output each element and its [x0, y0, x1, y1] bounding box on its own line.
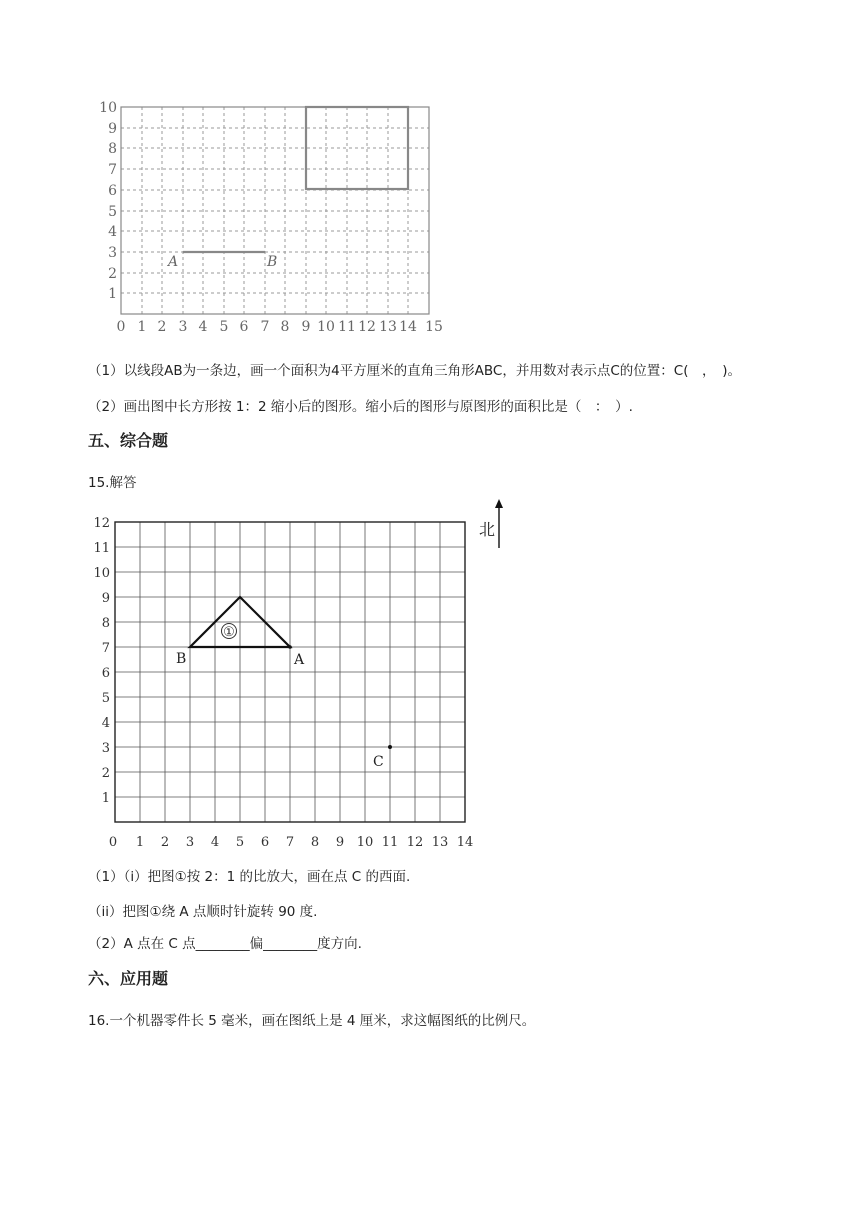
x-tick-label: 7 — [260, 319, 270, 335]
y-tick-label: 9 — [101, 591, 110, 606]
y-tick-label: 8 — [101, 616, 110, 631]
grid-2-lines — [115, 522, 465, 822]
y-tick-label: 7 — [108, 162, 117, 178]
grid-figure-1 — [0, 0, 860, 345]
x-tick-label: 11 — [381, 835, 399, 850]
q15-part2: （2）A 点在 C 点________偏________度方向. — [88, 936, 362, 952]
y-tick-label: 3 — [101, 741, 110, 756]
y-tick-label: 8 — [108, 141, 117, 157]
point-c-label: C — [373, 754, 384, 770]
x-tick-label: 8 — [310, 835, 320, 850]
q15-label: 15.解答 — [88, 475, 137, 491]
q14-part2: （2）画出图中长方形按 1：2 缩小后的图形。缩小后的图形与原图形的面积比是（ ： ）. — [88, 399, 633, 415]
section-6-title: 六、应用题 — [88, 969, 169, 988]
x-tick-label: 7 — [285, 835, 295, 850]
x-tick-label: 6 — [260, 835, 270, 850]
x-tick-label: 2 — [157, 319, 167, 335]
x-tick-label: 2 — [160, 835, 170, 850]
x-tick-label: 10 — [356, 835, 374, 850]
north-label: 北 — [479, 520, 496, 539]
x-tick-label: 6 — [239, 319, 249, 335]
x-tick-label: 1 — [137, 319, 147, 335]
y-tick-label: 4 — [108, 224, 117, 240]
y-tick-label: 10 — [93, 566, 110, 581]
y-tick-label: 1 — [101, 791, 110, 806]
x-tick-label: 3 — [185, 835, 195, 850]
grid-figure-2 — [0, 490, 860, 855]
x-tick-label: 4 — [210, 835, 220, 850]
y-tick-label: 5 — [108, 204, 117, 220]
point-c-dot — [388, 745, 392, 749]
y-tick-label: 12 — [93, 516, 110, 531]
grid-1-dashed-lines — [121, 107, 429, 314]
point-a-dot — [288, 645, 292, 649]
x-tick-label: 1 — [135, 835, 145, 850]
y-tick-label: 2 — [101, 766, 110, 781]
x-tick-label: 4 — [198, 319, 208, 335]
point-a-label: A — [168, 254, 179, 270]
x-tick-label: 15 — [425, 319, 443, 335]
point-a-label: A — [294, 652, 305, 668]
x-tick-label: 0 — [108, 835, 118, 850]
x-tick-label: 13 — [379, 319, 397, 335]
y-tick-label: 1 — [108, 286, 117, 302]
north-arrow-icon — [495, 499, 503, 548]
triangle-label: ① — [223, 625, 235, 640]
x-tick-label: 0 — [116, 319, 126, 335]
q15-part1-ii: （ii）把图①绕 A 点顺时针旋转 90 度. — [88, 904, 318, 920]
q15-part1-i: （1）（i）把图①按 2：1 的比放大，画在点 C 的西面. — [88, 869, 411, 885]
y-tick-label: 7 — [101, 641, 110, 656]
q14-part1: （1）以线段AB为一条边，画一个面积为4平方厘米的直角三角形ABC，并用数对表示点C的位置：C( ， )。 — [88, 363, 741, 379]
y-tick-label: 9 — [108, 121, 117, 137]
grid-1-border — [121, 107, 429, 314]
grid-1-x-axis-labels — [117, 319, 443, 335]
point-b-label: B — [267, 254, 278, 270]
x-tick-label: 9 — [301, 319, 311, 335]
y-tick-label: 6 — [101, 666, 110, 681]
y-tick-label: 4 — [101, 716, 110, 731]
x-tick-label: 5 — [235, 835, 245, 850]
y-tick-label: 10 — [99, 100, 117, 116]
x-tick-label: 9 — [335, 835, 345, 850]
q16-text: 16.一个机器零件长 5 毫米，画在图纸上是 4 厘米，求这幅图纸的比例尺。 — [88, 1013, 536, 1029]
grid-2-x-axis-labels — [109, 835, 473, 850]
x-tick-label: 10 — [317, 319, 335, 335]
section-5-title: 五、综合题 — [88, 431, 169, 450]
y-tick-label: 2 — [108, 266, 117, 282]
x-tick-label: 11 — [338, 319, 356, 335]
grid-1-y-axis-labels — [99, 100, 117, 302]
y-tick-label: 6 — [108, 183, 117, 199]
y-tick-label: 11 — [93, 541, 110, 556]
x-tick-label: 14 — [399, 319, 417, 335]
x-tick-label: 13 — [431, 835, 449, 850]
x-tick-label: 14 — [456, 835, 474, 850]
grid-2-y-axis-labels — [93, 516, 110, 806]
x-tick-label: 12 — [358, 319, 376, 335]
point-b-label: B — [176, 651, 187, 667]
y-tick-label: 5 — [101, 691, 110, 706]
x-tick-label: 8 — [280, 319, 290, 335]
x-tick-label: 5 — [219, 319, 229, 335]
x-tick-label: 3 — [178, 319, 188, 335]
x-tick-label: 12 — [406, 835, 424, 850]
y-tick-label: 3 — [108, 245, 117, 261]
